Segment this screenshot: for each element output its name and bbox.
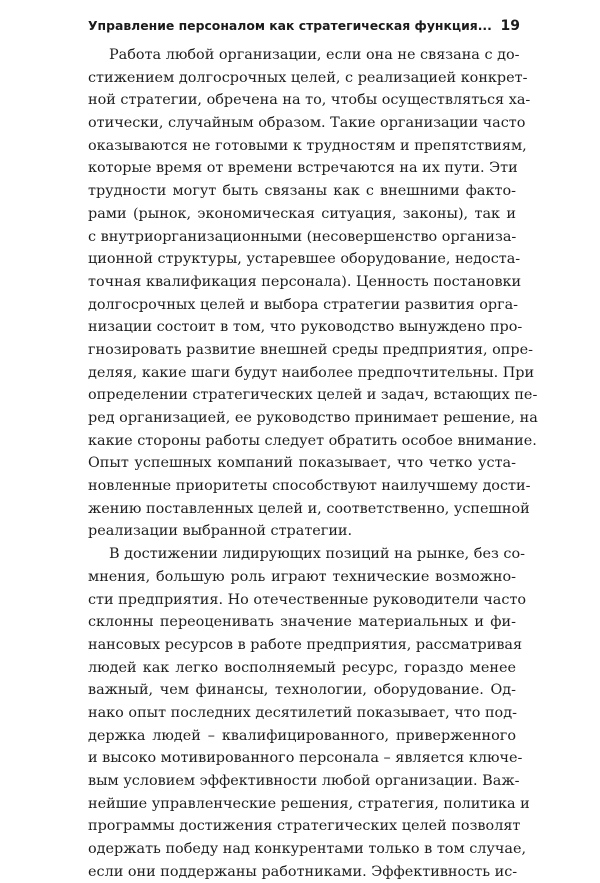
text-line: деляя, какие шаги будут наиболее предпочтительны. При	[88, 364, 535, 381]
body-text	[88, 44, 538, 883]
text-line: нансовых ресурсов в работе предприятия, рассматривая	[88, 636, 523, 653]
text-line: реализации выбранной стратегии.	[88, 523, 353, 540]
paragraph	[88, 543, 530, 883]
text-line: и высоко мотивированного персонала – является ключе-	[88, 750, 523, 767]
text-line: гнозировать развитие внешней среды предприятия, опре-	[88, 341, 533, 358]
text-line: мнения, большую роль играют технические возможно-	[88, 568, 516, 585]
text-line: новленные приоритеты способствуют наилучшему дости-	[88, 478, 531, 495]
text-line: с внутриорганизационными (несовершенство организа-	[88, 228, 517, 245]
running-header	[88, 16, 520, 36]
text-line: которые время от времени встречаются на их пути. Эти	[88, 160, 518, 177]
text-line: ной стратегии, обречена на то, чтобы осуществляться ха-	[88, 92, 531, 109]
text-line: рами (рынок, экономическая ситуация, законы), так и	[88, 205, 516, 222]
text-line: склонны переоценивать значение материальных и фи-	[88, 614, 516, 631]
text-line: ционной структуры, устаревшее оборудование, недоста-	[88, 251, 521, 268]
text-line: низации состоит в том, что руководство вынуждено про-	[88, 319, 523, 336]
text-line: Работа любой организации, если она не связана с до-	[109, 47, 520, 63]
text-line: Опыт успешных компаний показывает, что четко уста-	[88, 455, 516, 472]
text-line: точная квалификация персонала). Ценность постановки	[88, 273, 522, 290]
text-line: В достижении лидирующих позиций на рынке, без со-	[109, 546, 526, 563]
text-line: одержать победу над конкурентами только в том случае,	[88, 841, 527, 858]
text-line: если они поддержаны работниками. Эффективность ис-	[88, 863, 518, 880]
text-line: какие стороны работы следует обратить особое внимание.	[88, 432, 537, 449]
text-line: отически, случайным образом. Такие организации часто	[88, 115, 526, 132]
text-line: программы достижения стратегических целей позволят	[88, 818, 521, 835]
text-line: определении стратегических целей и задач, встающих пе-	[88, 387, 538, 404]
text-line: важный, чем финансы, технологии, оборудование. Од-	[88, 682, 516, 699]
text-line: стижением долгосрочных целей, с реализацией конкрет-	[88, 69, 528, 86]
text-line: ред организацией, ее руководство принимает решение, на	[88, 410, 538, 426]
text-line: сти предприятия. Но отечественные руководители часто	[88, 591, 527, 608]
page-number: 19	[500, 18, 520, 34]
text-line: трудности могут быть связаны как с внешними факто-	[88, 183, 516, 200]
text-line: людей как легко восполняемый ресурс, гораздо менее	[88, 659, 516, 676]
text-line: вым условием эффективности любой организации. Важ-	[88, 773, 520, 789]
text-line: оказываются не готовыми к трудностям и препятствиям,	[88, 137, 527, 154]
text-line: долгосрочных целей и выбора стратегии развития орга-	[88, 296, 519, 313]
text-line: нейшие управленческие решения, стратегия, политика и	[88, 795, 530, 812]
text-line: держка людей – квалифицированного, приверженного	[88, 727, 516, 744]
text-line: жению поставленных целей и, соответственно, успешной	[88, 500, 530, 517]
running-title: Управление персоналом как стратегическая функция...	[88, 18, 492, 33]
text-line: нако опыт последних десятилетий показывает, что под-	[88, 704, 517, 721]
paragraph	[88, 44, 538, 543]
